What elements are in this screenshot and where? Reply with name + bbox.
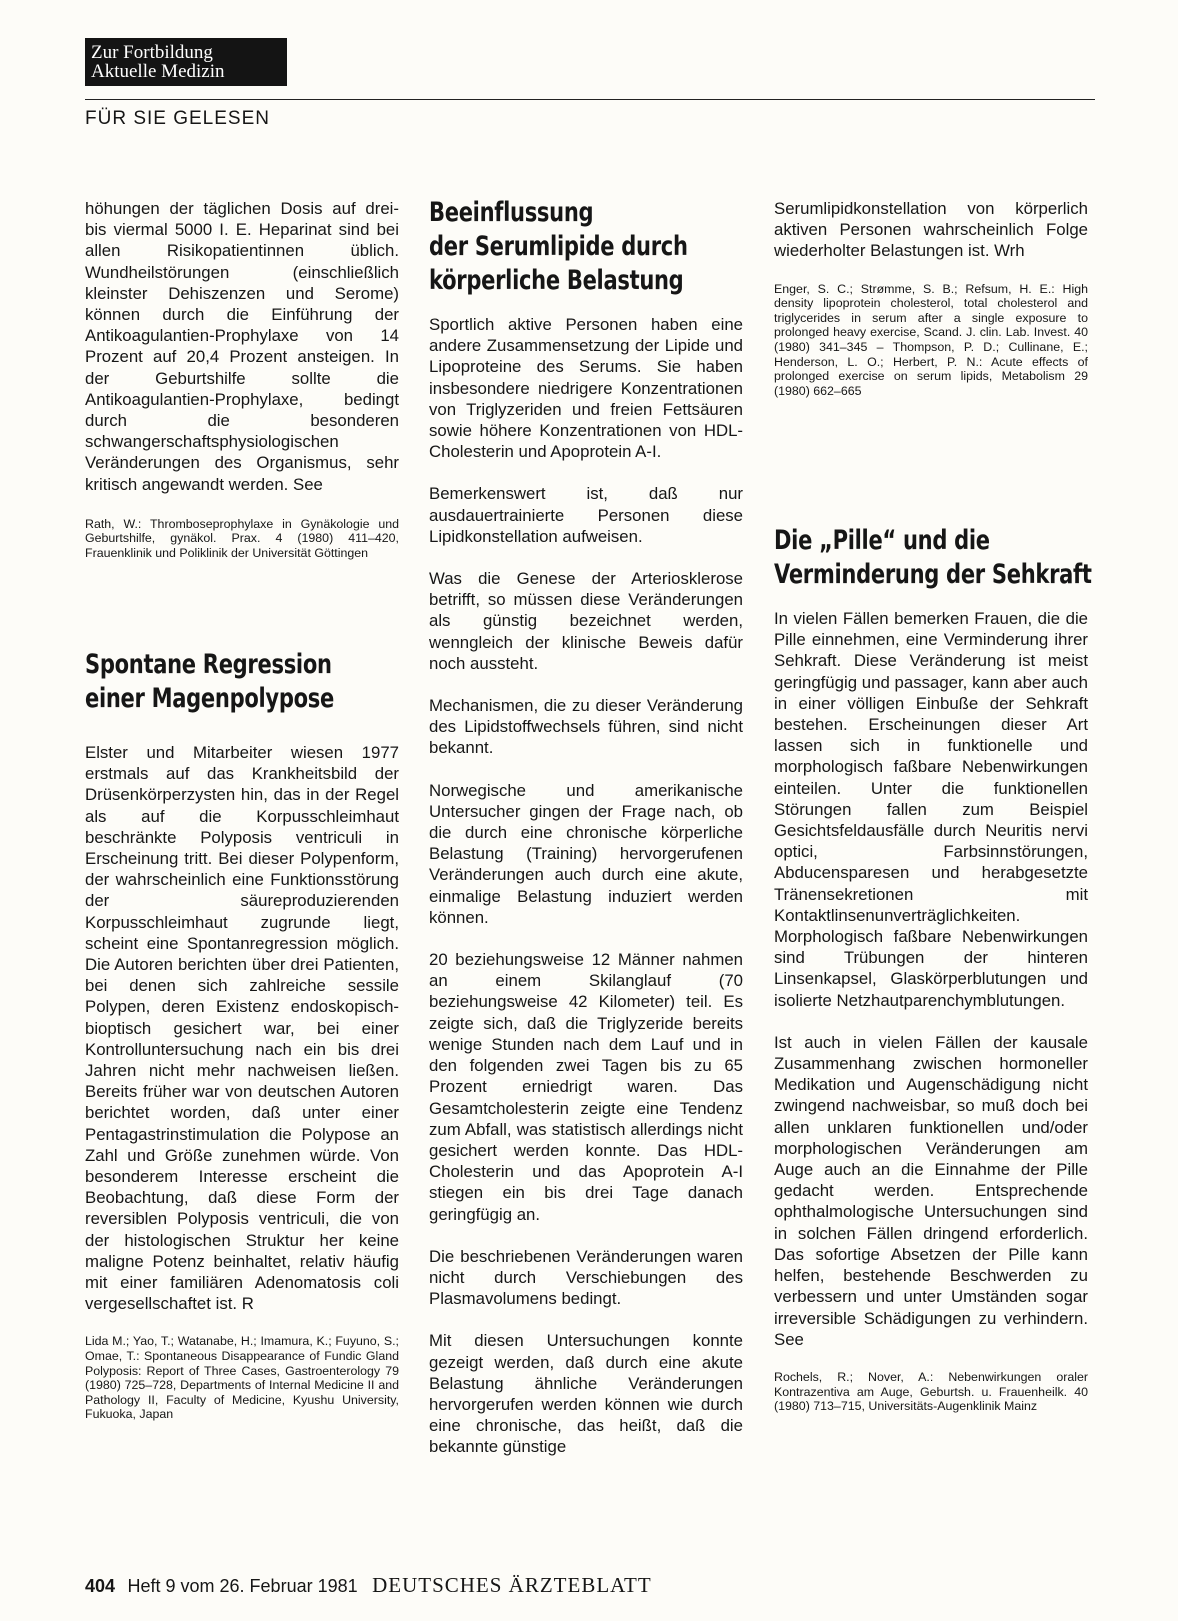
issue-info: Heft 9 vom 26. Februar 1981 (127, 1576, 358, 1596)
paragraph: Mit diesen Untersuchungen konnte gezeigt werden, daß durch eine akute Belastung ähnliche Veränderungen hervorgerufen werden können wie durch eine chronische, das heißt, daß die bekannte günstige (429, 1331, 743, 1457)
paragraph: Was die Genese der Arteriosklerose betrifft, so müssen diese Veränderungen als günstig bezeichnet werden, wenngleich der klinische Beweis dafür noch aussteht. (429, 569, 743, 673)
article-text: Elster und Mitarbeiter wiesen 1977 erstmals auf das Krankheitsbild der Drüsenkörperzysten hin, das in der Regel als auf die Korpusschleimhaut beschränkte Polyposis ventriculi in Erscheinung tritt. Bei dieser Polypenform, der wahrscheinlich eine Funktionsstörung der säureproduzierenden Korpusschleimhaut zugrunde liegt, scheint eine Spontanregression möglich. Die Autoren berichten über drei Patienten, bei denen sich zahlreiche sessile Polypen, deren Existenz endoskopisch-bioptisch gesichert war, bei einer Kontrolluntersuchung nach ein bis drei Jahren nicht mehr nachweisen ließen. Bereits früher war von deutschen Autoren berichtet worden, daß unter einer Pentagastrinstimulation die Polypose an Zahl und Größe zunehmen würde. Von besonderem Interesse erscheint die Beobachtung, daß diese Form der reversiblen Polyposis ventriculi, die von der histologischen Struktur her keine maligne Potenz beinhaltet, relativ häufig mit einer familiären Adenomatosis coli vergesellschaftet ist. R (85, 743, 399, 1314)
column-1-article (85, 648, 399, 1422)
paragraph: Die beschriebenen Veränderungen waren nicht durch Verschiebungen des Plasmavolumens bedingt. (429, 1246, 743, 1309)
section-label (85, 38, 287, 86)
paragraph: Ist auch in vielen Fällen der kausale Zusammenhang zwischen hormoneller Medikation und Augenschädigung nicht zwingend nachweisbar, so muß doch bei allen unklaren funktionellen und/oder morphologischen Veränderungen am Auge auch an die Einnahme der Pille gedacht werden. Entsprechende ophthalmologische Untersuchungen sind in solchen Fällen dringend erforderlich. Das sofortige Absetzen der Pille kann helfen, bestehende Beschwerden zu verbessern und unter Umständen sogar irreversible Schädigungen zu verhindern. See (774, 1032, 1088, 1349)
column-3 (774, 198, 1088, 398)
column-1 (85, 198, 399, 561)
paragraph: In vielen Fällen bemerken Frauen, die die Pille einnehmen, eine Verminderung ihrer Sehkraft. Diese Veränderung ist meist geringfügig und passager, kann aber auch in einer völligen Einbuße der Sehkraft bestehen. Erscheinungen dieser Art lassen sich in funktionelle und morphologisch faßbare Nebenwirkungen einteilen. Unter die funktionellen Störungen fallen zum Beispiel Gesichtsfeldausfälle durch Neuritis nervi optici, Farbsinnstörungen, Abducensparesen und herabgesetzte Tränensekretionen mit Kontaktlinsenunverträglichkeiten. Morphologisch faßbare Nebenwirkungen sind Trübungen der hinteren Linsenkapsel, Glaskörperblutungen und isolierte Netzhautparenchymblutungen. (774, 609, 1088, 1010)
article-body (429, 314, 743, 1458)
article-title: Beeinflussung der Serumlipide durch körperliche Belastung (429, 197, 688, 296)
section-label-line1: Zur Fortbildung (91, 42, 213, 63)
journal-name: DEUTSCHES ÄRZTEBLATT (372, 1573, 652, 1597)
article-reference: Rochels, R.; Nover, A.: Nebenwirkungen oraler Kontrazentiva am Auge, Geburtsh. u. Frauenheilk. 40 (1980) 713–715, Universitäts-Augenklinik Mainz (774, 1369, 1088, 1414)
column-2 (429, 196, 743, 1458)
article-title: Die „Pille“ und die Verminderung der Sehkraft (774, 525, 1092, 590)
paragraph: Bemerkenswert ist, daß nur ausdauertrainierte Personen diese Lipidkonstellation aufweisen. (429, 484, 743, 546)
article-title: Spontane Regression einer Magenpolypose (85, 649, 334, 714)
page-footer (85, 1573, 652, 1598)
column-3-article (774, 524, 1092, 1414)
continued-reference: Enger, S. C.; Strømme, S. B.; Refsum, H. E.: High density lipoprotein cholesterol, total cholesterol and triglycerides in serum after a single exposure to prolonged heavy exercise, Scand. J. clin. Lab. Invest. 40 (1980) 341–345 – Thompson, P. D.; Cullinane, E.; Henderson, L. O.; Herbert, P. N.: Acute effects of prolonged exercise on serum lipids, Metabolism 29 (1980) 662–665 (774, 281, 1088, 398)
article-reference: Lida M.; Yao, T.; Watanabe, H.; Imamura, K.; Fuyuno, S.; Omae, T.: Spontaneous Disappearance of Fundic Gland Polyposis: Report of Three Cases, Gastroenterology 79 (1980) 725–728, Departments of Internal Medicine II and Pathology II, Faculty of Medicine, Kyushu University, Fukuoka, Japan (85, 1334, 399, 1422)
continued-reference: Rath, W.: Thromboseprophylaxe in Gynäkologie und Geburtshilfe, gynäkol. Prax. 4 (1980) 411–420, Frauenklinik und Poliklinik der Universität Göttingen (85, 516, 399, 561)
continued-text: Serumlipidkonstellation von körperlich aktiven Personen wahrscheinlich Folge wiederholter Belastungen ist. Wrh (774, 199, 1088, 261)
paragraph: Norwegische und amerikanische Untersucher gingen der Frage nach, ob die durch eine chronische körperliche Belastung (Training) hervorgerufenen Veränderungen auch durch eine akute, einmalige Belastung induziert werden können. (429, 780, 743, 927)
section-label-line2: Aktuelle Medizin (91, 61, 225, 82)
paragraph: 20 beziehungsweise 12 Männer nahmen an einem Skilanglauf (70 beziehungsweise 42 Kilometer) teil. Es zeigte sich, daß die Triglyzeride bereits wenige Stunden nach dem Lauf und in den folgenden zwei Tagen bis zu 65 Prozent erniedrigt waren. Das Gesamtcholesterin zeigte eine Tendenz zum Abfall, was statistisch allerdings nicht gesichert werden konnte. Das HDL-Cholesterin und das Apoprotein A-I stiegen ein bis drei Tage danach geringfügig an. (429, 950, 743, 1224)
article-body (774, 608, 1088, 1350)
header-rule (85, 99, 1095, 100)
section-title: FÜR SIE GELESEN (85, 108, 270, 129)
continued-text: höhungen der täglichen Dosis auf drei- bis viermal 5000 I. E. Heparinat sind bei allen Risikopatientinnen üblich. Wundheilstörungen (einschließlich kleinster Dehiszenzen und Serome) können durch die Einführung der Antikoagulantien-Prophylaxe von 14 Prozent auf 20,4 Prozent ansteigen. In der Geburtshilfe sollte die Antikoagulantien-Prophylaxe, bedingt durch die besonderen schwangerschaftsphysiologischen Veränderungen des Organismus, sehr kritisch angewandt werden. See (85, 199, 399, 494)
paragraph: Sportlich aktive Personen haben eine andere Zusammensetzung der Lipide und Lipoproteine des Serums. Sie haben insbesondere niedrigere Konzentrationen von Triglyzeriden und freien Fettsäuren sowie höhere Konzentrationen von HDL-Cholesterin und Apoprotein A-I. (429, 315, 743, 462)
page-number: 404 (85, 1576, 116, 1596)
paragraph: Mechanismen, die zu dieser Veränderung des Lipidstoffwechsels führen, sind nicht bekannt. (429, 696, 743, 758)
